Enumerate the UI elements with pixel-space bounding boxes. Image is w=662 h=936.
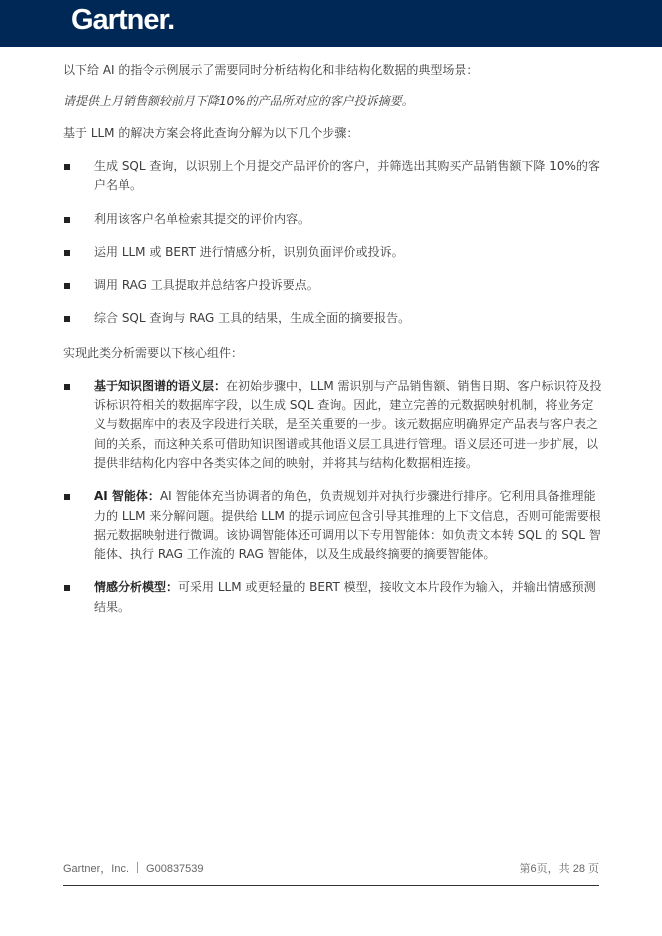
step-text: 利用该客户名单检索其提交的评价内容。: [94, 211, 311, 226]
list-item: [63, 377, 603, 473]
component-title: AI 智能体：: [94, 489, 160, 504]
component-title: 基于知识图谱的语义层：: [94, 378, 227, 393]
query-example: 请提供上月销售额较前月下降10%的产品所对应的客户投诉摘要。: [63, 94, 414, 108]
gartner-logo: Gartner.: [71, 4, 175, 36]
document-id: G00837539: [146, 863, 204, 875]
list-item: [63, 210, 603, 229]
company-name: Gartner，Inc.: [63, 863, 130, 875]
component-text: AI 智能体充当协调者的角色，负责规划并对执行步骤进行排序。它利用具备推理能力的 LLM 来分解问题。提供给 LLM 的提示词应包含引导其推理的上下文信息，否则可能需要根据元数据映射进行微调。该协调智能体还可调用以下专用智能体：如负责文本转 SQL 的 SQL 智能体、执行 RAG 工作流的 RAG 智能体，以及生成最终摘要的摘要智能体。: [94, 489, 601, 562]
page-number: 第6页，共 28 页: [519, 863, 599, 875]
component-text: 在初始步骤中，LLM 需识别与产品销售额、销售日期、客户标识符及投诉标识符相关的数据库字段，以生成 SQL 查询。因此，建立完善的元数据映射机制，将业务定义与数据库中的表及字段进行关联，是至关重要的一步。该元数据应明确界定产品表与客户表之间的关系，而这种关系可借助知识图谱或其他语义层工具进行管理。语义层还可进一步扩展，以提供非结构化内容中各类实体之间的映射，并将其与结构化数据相连接。: [94, 378, 602, 470]
list-item: [63, 487, 603, 564]
footer-left: [63, 860, 204, 876]
page-footer: [63, 857, 599, 877]
list-item: [63, 276, 603, 295]
square-bullet-icon: [64, 494, 70, 500]
components-intro: 实现此类分析需要以下核心组件：: [63, 345, 244, 360]
step-text: 综合 SQL 查询与 RAG 工具的结果，生成全面的摘要报告。: [94, 311, 411, 326]
list-item: [63, 309, 603, 328]
square-bullet-icon: [64, 316, 70, 322]
list-item: [63, 578, 603, 617]
square-bullet-icon: [64, 250, 70, 256]
square-bullet-icon: [64, 585, 70, 591]
list-item: [63, 243, 603, 262]
list-item: [63, 157, 603, 196]
steps-intro: 基于 LLM 的解决方案会将此查询分解为以下几个步骤：: [63, 126, 359, 140]
intro-paragraph: 以下给 AI 的指令示例展示了需要同时分析结构化和非结构化数据的典型场景：: [63, 63, 479, 77]
footer-rule: [63, 885, 599, 886]
square-bullet-icon: [64, 384, 70, 390]
component-text: 可采用 LLM 或更轻量的 BERT 模型，接收文本片段作为输入，并输出情感预测结果。: [94, 580, 596, 614]
document-body: [63, 60, 603, 631]
steps-list: [63, 157, 603, 329]
footer-divider: [137, 862, 138, 873]
component-title: 情感分析模型：: [94, 580, 179, 595]
square-bullet-icon: [64, 217, 70, 223]
square-bullet-icon: [64, 283, 70, 289]
step-text: 调用 RAG 工具提取并总结客户投诉要点。: [94, 278, 319, 293]
step-text: 运用 LLM 或 BERT 进行情感分析，识别负面评价或投诉。: [94, 244, 404, 259]
step-text: 生成 SQL 查询，以识别上个月提交产品评价的客户，并筛选出其购买产品销售额下降 10%的客户名单。: [94, 159, 600, 193]
page-header: [0, 0, 662, 47]
components-list: [63, 377, 603, 617]
square-bullet-icon: [64, 164, 70, 170]
